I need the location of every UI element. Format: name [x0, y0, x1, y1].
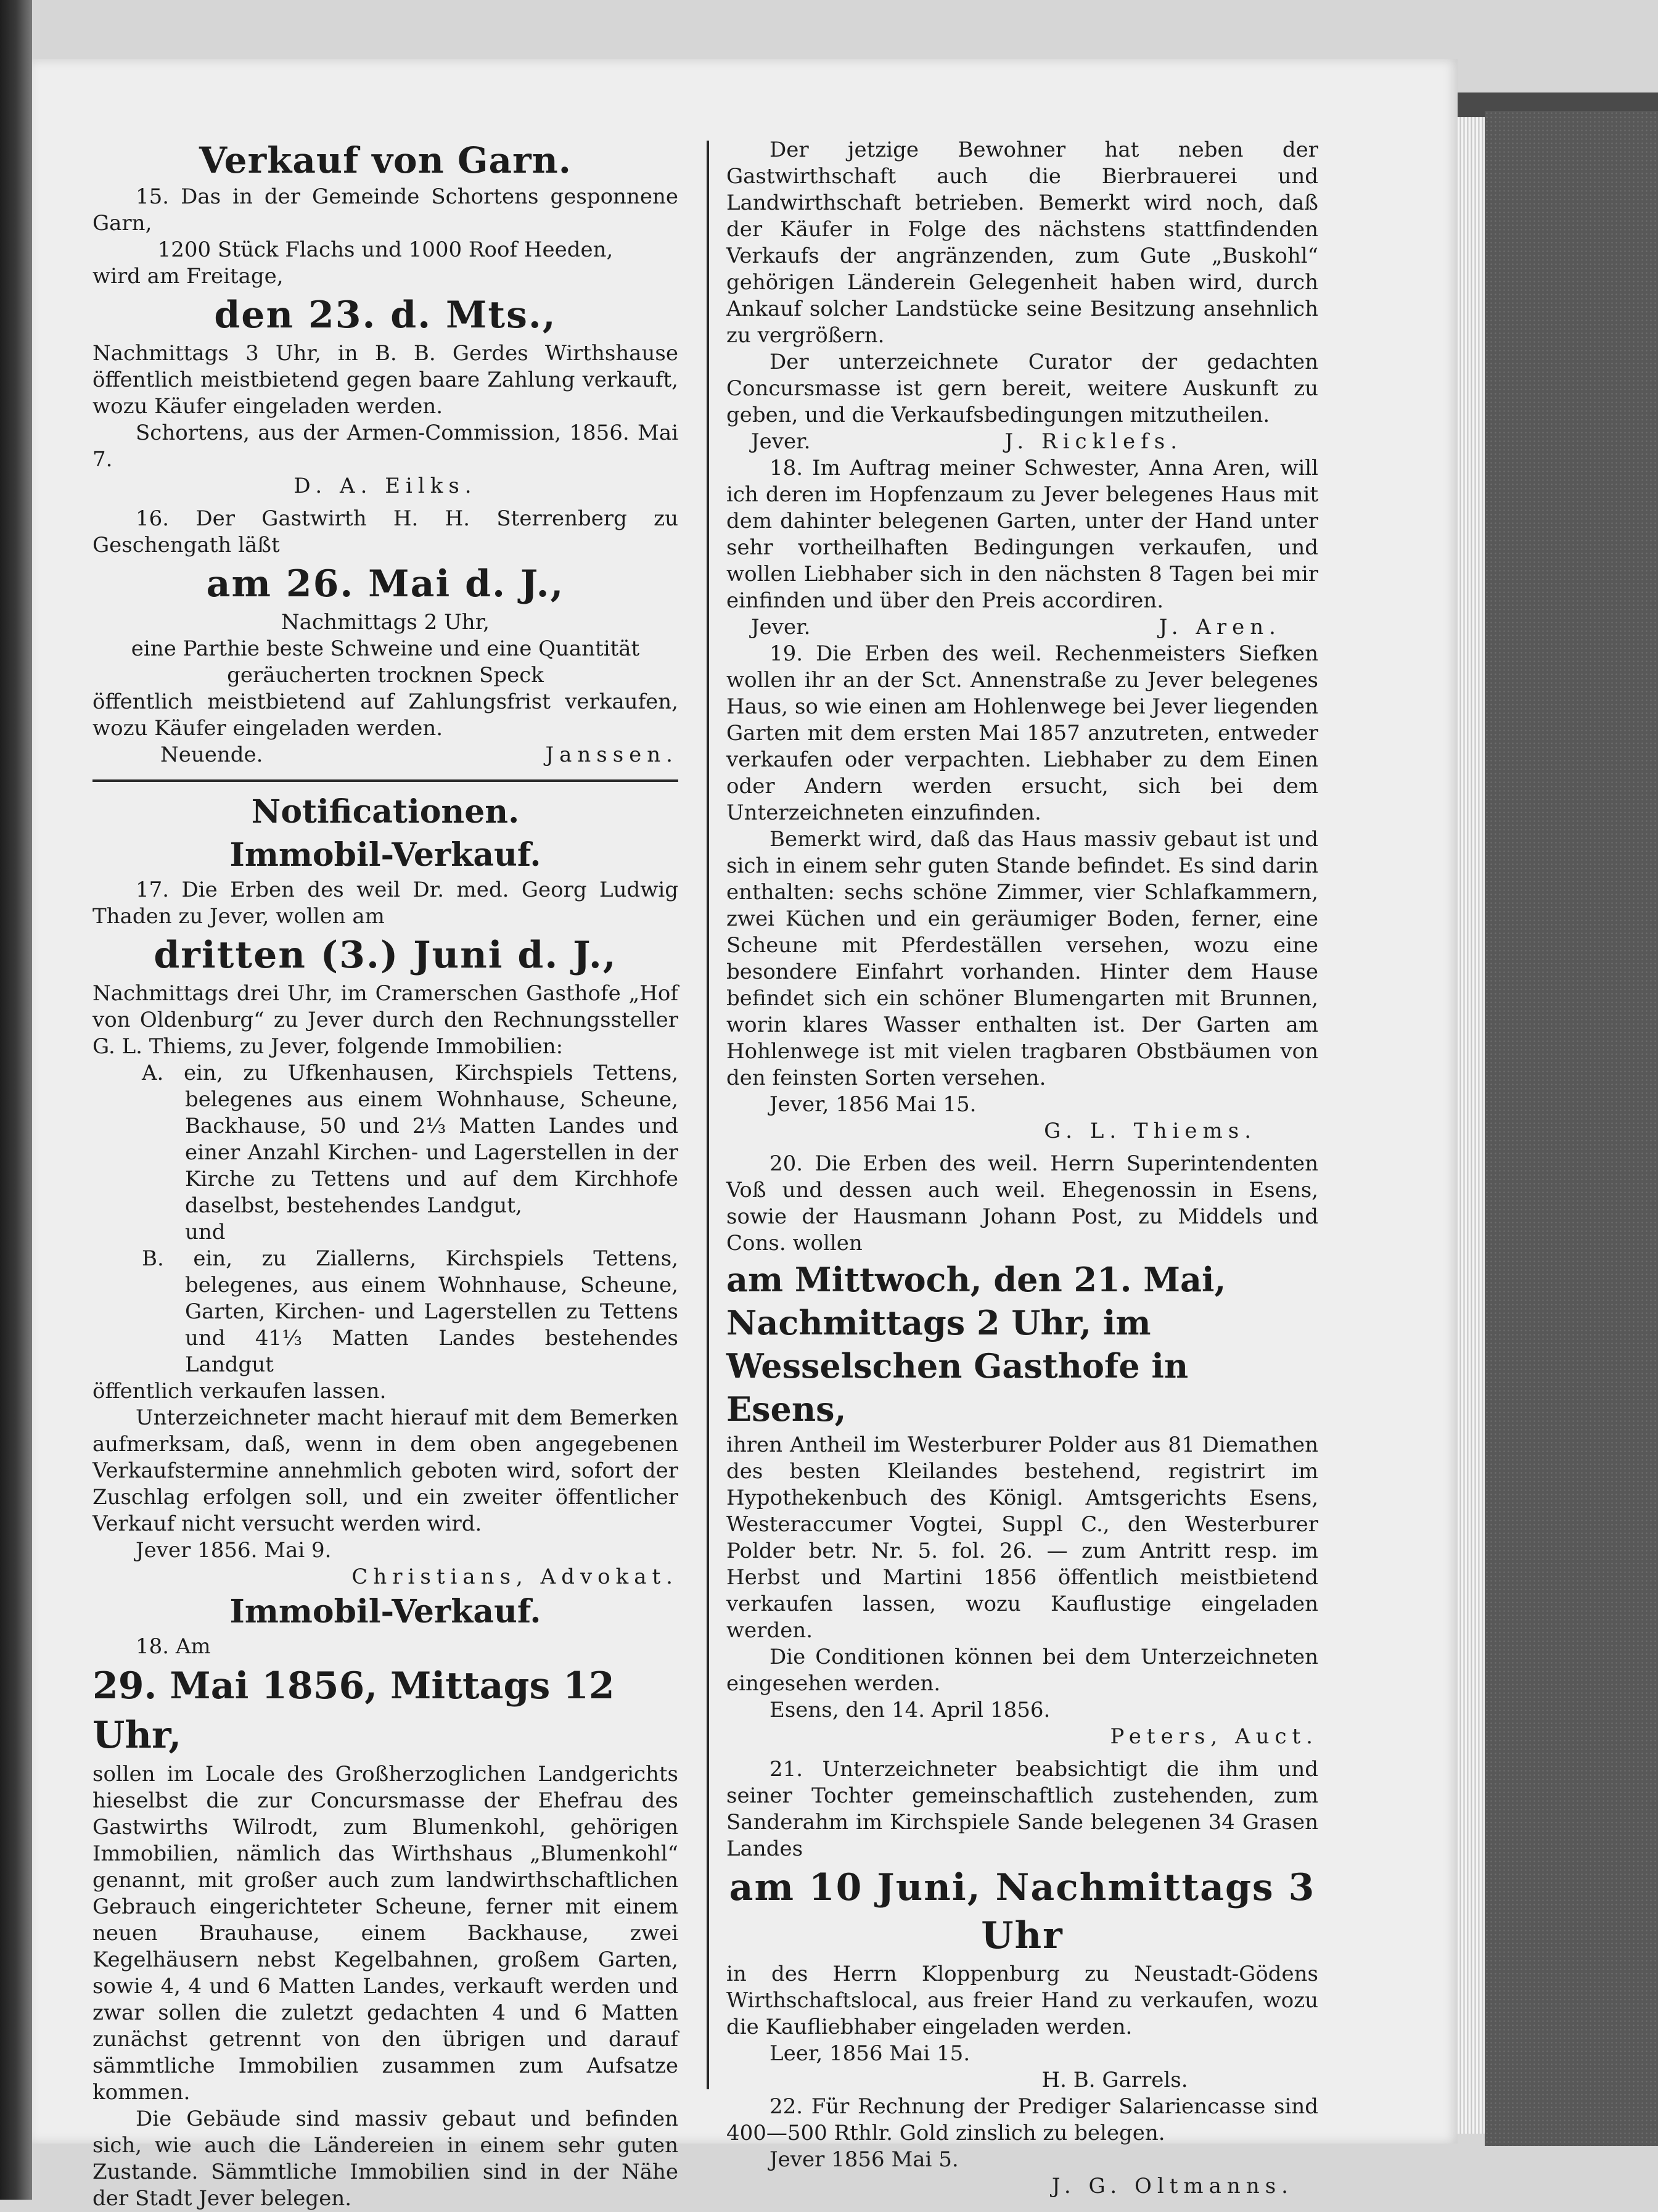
notice-17-note: Unterzeichneter macht hierauf mit dem Bemerken aufmerksam, daß, wenn in dem oben angegebenen Verkaufstermine annehmlich geboten wird, sofort der Zuschlag erfolgen soll, und ein zweiter öffentlicher Verkauf nicht versucht werden wird. — [92, 1405, 678, 1536]
section-divider — [92, 779, 678, 782]
book-binding — [0, 0, 32, 2200]
notice-15-body: Nachmittags 3 Uhr, in B. B. Gerdes Wirthshause öffentlich meistbietend gegen baare Zahlung verkauft, wozu Käufer eingeladen werden. — [92, 341, 678, 419]
notice-21-date: am 10 Juni, Nachmittags 3 Uhr — [729, 1866, 1316, 1957]
notice-18b-signature: J. Aren. — [1159, 615, 1281, 639]
notice-15-line-1: 15. Das in der Gemeinde Schortens gesponnene Garn, — [92, 184, 678, 236]
left-column — [92, 137, 678, 2212]
notice-17-body: Nachmittags drei Uhr, im Cramerschen Gasthofe „Hof von Oldenburg“ zu Jever durch den Rechnungssteller G. L. Thiems, zu Jever, folgende Immobilien: — [92, 981, 678, 1059]
notice-17-item-a: A. ein, zu Ufkenhausen, Kirchspiels Tettens, belegenes aus einem Wohnhause, Scheune, Backhause, 50 und 2⅓ Matten Landes und einer Anzahl Kirchen- und Lagerstellen in der Kirche zu Tettens und auf dem Kirchhofe daselbst, bestehendes Landgut, — [142, 1061, 678, 1218]
notice-18-intro: 18. Am — [136, 1634, 211, 1659]
notice-22-body: 22. Für Rechnung der Prediger Salariencasse sind 400—500 Rthlr. Gold zinslich zu belegen. — [726, 2094, 1318, 2145]
notice-18-date: 29. Mai 1856, Mittags 12 Uhr, — [92, 1664, 615, 1757]
notice-21-intro: 21. Unterzeichneter beabsichtigt die ihm und seiner Tochter gemeinschaftlich zustehenden, zum Sanderahm im Kirchspiele Sande belegenen 34 Grasen Landes — [726, 1757, 1318, 1861]
notice-20-signature: Peters, Auct. — [1110, 1724, 1318, 1749]
notice-17-intro: 17. Die Erben des weil Dr. med. Georg Ludwig Thaden zu Jever, wollen am — [92, 878, 678, 929]
column-rule — [707, 141, 709, 2089]
notice-15-line-3: wird am Freitage, — [92, 264, 284, 289]
notice-22-place: Jever 1856 Mai 5. — [769, 2147, 959, 2172]
section-title-immobil-2: Immobil-Verkauf. — [229, 1593, 541, 1630]
notice-22-signature: J. G. Oltmanns. — [1051, 2174, 1294, 2198]
continued-paragraph-1: Der jetzige Bewohner hat neben der Gastwirthschaft auch die Bierbrauerei und Landwirthschaft betrieben. Bemerkt wird noch, daß der Käufer in Folge des nächstens stattfindenden Verkaufs der angränzenden, zum Gute „Buskohl“ gehörigen Länderein Gelegenheit haben wird, durch Ankauf solcher Landstücke seine Besitzung ansehnlich zu vergrößern. — [726, 138, 1318, 348]
notice-17-date: dritten (3.) Juni d. J., — [154, 934, 617, 977]
notice-16-place: Neuende. — [160, 742, 263, 767]
section-title-immobil: Immobil-Verkauf. — [229, 836, 541, 874]
notice-16-footer — [92, 742, 678, 768]
notice-19-place: Jever, 1856 Mai 15. — [769, 1092, 977, 1117]
notice-20-note: Die Conditionen können bei dem Unterzeichneten eingesehen werden. — [726, 1645, 1318, 1696]
continued-footer — [726, 429, 1318, 455]
notice-20-body: ihren Antheil im Westerburer Polder aus 81 Diemathen des besten Kleilandes bestehend, registrirt im Hypothekenbuch des Königl. Amtsgerichts Esens, Westeraccumer Vogtei, Suppl C., den Westerburer Polder betr. Nr. 5. fol. 26. — zum Antritt resp. im Herbst und Martini 1856 öffentlich meistbietend verkaufen lassen, wozu Kauflustige eingeladen werden. — [726, 1433, 1318, 1643]
page-edge — [1458, 93, 1485, 2134]
notice-16-intro: 16. Der Gastwirth H. H. Sterrenberg zu Geschengath läßt — [92, 506, 678, 557]
continued-place: Jever. — [751, 429, 811, 454]
section-title-notificationen: Notificationen. — [251, 793, 520, 831]
notice-16-date: am 26. Mai d. J., — [206, 562, 565, 606]
notice-20-place: Esens, den 14. April 1856. — [769, 1698, 1051, 1722]
notice-15-line-2: 1200 Stück Flachs und 1000 Roof Heeden, — [157, 237, 614, 262]
section-title-garn: Verkauf von Garn. — [199, 139, 572, 181]
notice-19-signature: G. L. Thiems. — [1044, 1119, 1257, 1143]
notice-18b-footer — [726, 614, 1318, 641]
notice-16-body: öffentlich meistbietend auf Zahlungsfrist verkaufen, wozu Käufer eingeladen werden. — [92, 689, 678, 741]
notice-20-date: am Mittwoch, den 21. Mai, Nachmittags 2 Uhr, im Wesselschen Gasthofe in Esens, — [726, 1260, 1226, 1429]
notice-20-intro: 20. Die Erben des weil. Herrn Superintendenten Voß und dessen auch weil. Ehegenossin in Esens, sowie der Hausmann Johann Post, zu Middels und Cons. wollen — [726, 1151, 1318, 1256]
notice-15-place: Schortens, aus der Armen-Commission, 1856. Mai 7. — [92, 421, 678, 472]
continued-signature: J. Ricklefs. — [1004, 429, 1183, 454]
notice-18b-place: Jever. — [751, 615, 811, 639]
notice-15-date: den 23. d. Mts., — [214, 294, 557, 337]
notice-21-body: in des Herrn Kloppenburg zu Neustadt-Gödens Wirthschaftslocal, aus freier Hand zu verkaufen, wozu die Kaufliebhaber eingeladen werden. — [726, 1962, 1318, 2039]
notice-18b-body: 18. Im Auftrag meiner Schwester, Anna Aren, will ich deren im Hopfenzaum zu Jever belegenes Haus mit dem dahinter belegenen Garten, unter der Hand unter sehr vortheilhaften Bedingungen verkaufen, und wollen Liebhaber sich in den nächsten 8 Tagen bei mir einfinden und über den Preis accordiren. — [726, 456, 1318, 613]
notice-21-place: Leer, 1856 Mai 15. — [769, 2041, 971, 2066]
notice-18-body: sollen im Locale des Großherzoglichen Landgerichts hieselbst die zur Concursmasse der Ehefrau des Gastwirths Wilrodt, zum Blumenkohl, gehörigen Immobilien, nämlich das Wirthshaus „Blumenkohl“ genannt, mit großer auch zum landwirthschaftlichen Gebrauch eingerichteter Scheune, ferner mit einem neuen Brauhause, einem Backhause, zwei Kegelhäusern nebst Kegelbahnen, großem Garten, sowie 4, 4 und 6 Matten Landes, verkauft werden und zwar sollen die zuletzt gedachten 4 und 6 Matten zunächst getrennt von den übrigen und darauf sämmtliche Immobilien zusammen zum Aufsatze kommen. — [92, 1762, 678, 2105]
right-column — [726, 137, 1318, 2200]
notice-19-note: Bemerkt wird, daß das Haus massiv gebaut ist und sich in einem sehr guten Stande befindet. Es sind darin enthalten: sechs schöne Zimmer, vier Schlafkammern, zwei Küchen und ein geräumiger Boden, ferner, eine Scheune mit Pferdeställen versehen, wozu eine besondere Einfahrt vorhanden. Hinter dem Hause befindet sich ein schöner Blumengarten mit Brunnen, worin klares Wasser enthalten ist. Der Garten am Hohlenwege ist mit vielen tragbaren Obstbäumen von den feinsten Sorten versehen. — [726, 827, 1318, 1090]
notice-17-place: Jever 1856. Mai 9. — [136, 1538, 332, 1563]
notice-16-center-3: geräucherten trocknen Speck — [227, 663, 544, 688]
notice-16-center-1: Nachmittags 2 Uhr, — [281, 610, 490, 635]
notice-17-item-b: B. ein, zu Ziallerns, Kirchspiels Tettens, belegenes, aus einem Wohnhause, Scheune, Garten, Kirchen- und Lagerstellen zu Tettens und 41⅓ Matten Landes bestehendes Landgut — [142, 1246, 678, 1377]
notice-15-signature: D. A. Eilks. — [293, 474, 477, 498]
notice-17-after: öffentlich verkaufen lassen. — [92, 1379, 387, 1404]
notice-18-note: Die Gebäude sind massiv gebaut und befinden sich, wie auch die Ländereien in einem sehr guten Zustande. Sämmtliche Immobilien sind in der Nähe der Stadt Jever belegen. — [92, 2107, 678, 2211]
notice-16-center-2: eine Parthie beste Schweine und eine Quantität — [131, 636, 640, 661]
notice-17-signature: Christians, Advokat. — [351, 1564, 678, 1589]
notice-17-und: und — [185, 1220, 226, 1244]
notice-16-signature: Janssen. — [545, 742, 678, 767]
book-cover — [1485, 111, 1658, 2146]
notice-21-signature: H. B. Garrels. — [1041, 2068, 1188, 2092]
continued-paragraph-2: Der unterzeichnete Curator der gedachten Concursmasse ist gern bereit, weitere Auskunft zu geben, und die Verkaufsbedingungen mitzutheilen. — [726, 350, 1318, 427]
notice-19-body: 19. Die Erben des weil. Rechenmeisters Siefken wollen ihr an der Sct. Annenstraße zu Jever belegenes Haus, so wie einen am Hohlenwege bei Jever liegenden Garten mit dem ersten Mai 1857 anzutreten, entweder verkaufen oder verpachten. Liebhaber zu dem Einen oder Andern werden ersucht, sich bei dem Unterzeichneten einzufinden. — [726, 641, 1318, 825]
